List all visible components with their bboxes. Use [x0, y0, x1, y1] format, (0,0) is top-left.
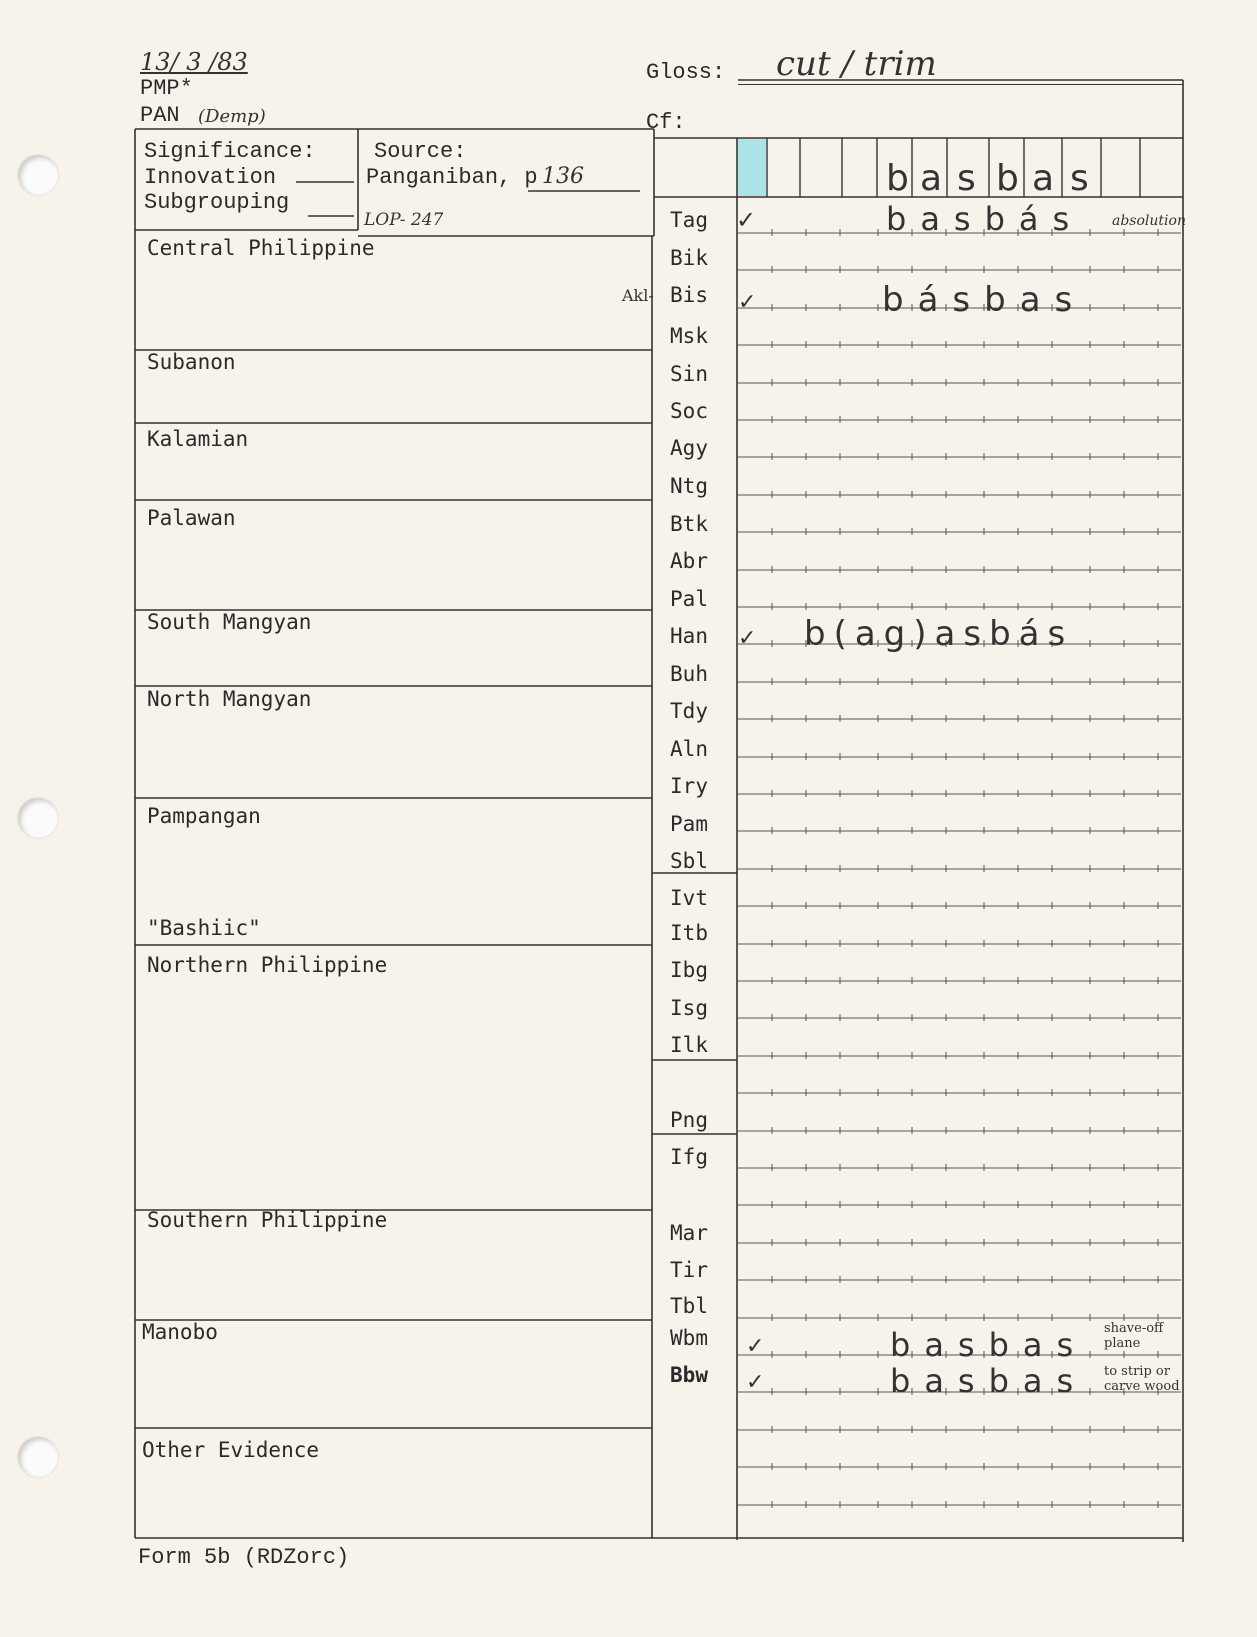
lang-mar: Mar: [670, 1221, 708, 1245]
region-south-mangyan: South Mangyan: [147, 610, 312, 634]
lang-pam: Pam: [670, 812, 708, 836]
lang-tdy: Tdy: [670, 699, 708, 723]
lang-ilk: Ilk: [670, 1033, 708, 1057]
lang-bbw: Bbw: [670, 1363, 708, 1387]
check-han: ✓: [738, 626, 757, 651]
check-wbm: ✓: [746, 1334, 765, 1359]
lang-msk: Msk: [670, 324, 708, 348]
lang-aln: Aln: [670, 737, 708, 761]
pan-label: PAN: [140, 103, 180, 128]
gloss-value: cut / trim: [776, 44, 937, 84]
lang-tir: Tir: [670, 1258, 708, 1282]
form-tag: basbás: [886, 200, 1084, 238]
check-bbw: ✓: [746, 1370, 765, 1395]
lang-pal: Pal: [670, 587, 708, 611]
lang-ibg: Ibg: [670, 958, 708, 982]
lang-png: Png: [670, 1108, 708, 1132]
gloss-label: Gloss:: [646, 60, 726, 85]
region-southern-philippine: Southern Philippine: [147, 1208, 388, 1232]
lang-ivt: Ivt: [670, 886, 708, 910]
region-palawan: Palawan: [147, 506, 236, 530]
check-tag: ✓: [736, 206, 757, 234]
source-page: 136: [542, 164, 584, 189]
headword-letter: a: [920, 158, 943, 199]
form-footer: Form 5b (RDZorc): [138, 1545, 350, 1570]
date: 13/ 3 /83: [140, 48, 248, 76]
check-bis: ✓: [738, 290, 757, 315]
gloss-tag: absolution: [1112, 213, 1186, 229]
region-manobo: Manobo: [142, 1320, 218, 1344]
headword-letter: b: [886, 158, 909, 199]
gloss-wbm: shave-off plane: [1104, 1321, 1164, 1351]
significance-title: Significance:: [144, 139, 316, 164]
innovation-label: Innovation: [144, 165, 277, 190]
lang-han: Han: [670, 624, 708, 648]
lang-iry: Iry: [670, 774, 708, 798]
lang-btk: Btk: [670, 512, 708, 536]
lang-agy: Agy: [670, 436, 708, 460]
headword-letter: s: [957, 158, 976, 199]
pmp-label: PMP*: [140, 76, 193, 101]
lang-akl-prefix: Akl-: [622, 286, 654, 305]
pan-note: (Demp): [198, 106, 266, 127]
lang-bis: Bis: [670, 283, 708, 307]
lang-ifg: Ifg: [670, 1145, 708, 1169]
region-kalamian: Kalamian: [147, 427, 249, 451]
cf-label: Cf:: [646, 110, 686, 135]
headword-letter: a: [1032, 158, 1055, 199]
source-text: Panganiban, p: [366, 165, 538, 190]
lang-sbl: Sbl: [670, 849, 708, 873]
region-subanon: Subanon: [147, 350, 236, 374]
region-north-mangyan: North Mangyan: [147, 687, 312, 711]
subgrouping-label: Subgrouping: [144, 190, 290, 215]
lang-abr: Abr: [670, 549, 708, 573]
form-bis: básbas: [882, 280, 1087, 320]
headword-letter: s: [1070, 158, 1089, 199]
lang-sin: Sin: [670, 362, 708, 386]
form-bbw: basbas: [890, 1362, 1088, 1400]
gloss-bbw: to strip or carve wood: [1104, 1364, 1180, 1394]
lang-isg: Isg: [670, 996, 708, 1020]
region-northern-philippine: Northern Philippine: [147, 953, 388, 977]
lang-itb: Itb: [670, 921, 708, 945]
lang-soc: Soc: [670, 399, 708, 423]
source-label: Source:: [374, 139, 467, 164]
lang-ntg: Ntg: [670, 474, 708, 498]
lang-wbm: Wbm: [670, 1326, 708, 1350]
lang-tbl: Tbl: [670, 1294, 708, 1318]
region-pampangan: Pampangan: [147, 804, 261, 828]
headword-letter: b: [996, 158, 1019, 199]
lang-bik: Bik: [670, 246, 708, 270]
form-han: b(ag)asbás: [804, 614, 1074, 654]
lang-tag: Tag: [670, 208, 708, 232]
form-wbm: basbas: [890, 1326, 1088, 1364]
region-bashiic: "Bashiic": [147, 916, 261, 940]
lang-buh: Buh: [670, 662, 708, 686]
region-other-evidence: Other Evidence: [142, 1438, 320, 1462]
source-ref: LOP- 247: [364, 210, 444, 230]
region-central-philippine: Central Philippine: [147, 236, 375, 260]
